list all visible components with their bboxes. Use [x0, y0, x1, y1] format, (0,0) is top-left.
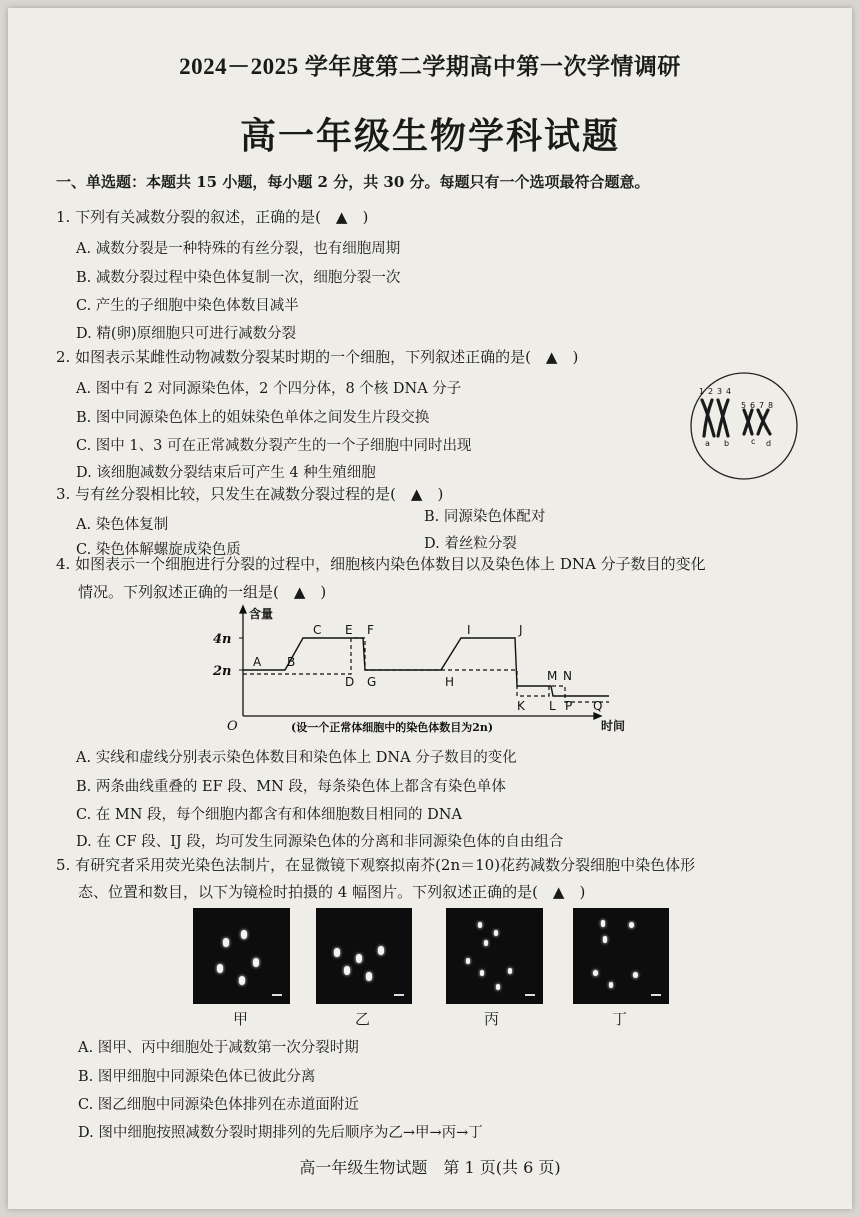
question-1-option-d: D. 精(卵)原细胞只可进行减数分裂	[76, 326, 297, 342]
micrograph-bing	[446, 908, 543, 1004]
question-5-stem-line2: 态、位置和数目，以下为镜检时拍摄的 4 幅图片。下列叙述正确的是( ▲ )	[78, 883, 586, 901]
question-4-option-b: B. 两条曲线重叠的 EF 段、MN 段，每条染色体上都含有染色单体	[76, 779, 506, 795]
point-A: A	[253, 655, 262, 669]
question-5-option-d: D. 图中细胞按照减数分裂时期排列的先后顺序为乙→甲→丙→丁	[78, 1125, 483, 1141]
y-axis-label: 含量	[249, 607, 274, 621]
question-5-option-c: C. 图乙细胞中同源染色体排列在赤道面附近	[78, 1097, 359, 1113]
photo-label-yi: 乙	[355, 1010, 371, 1028]
label-d: d	[766, 439, 772, 448]
question-2-option-d: D. 该细胞减数分裂结束后可产生 4 种生殖细胞	[76, 465, 376, 481]
point-F: F	[367, 623, 374, 637]
micrograph-yi	[316, 908, 412, 1004]
question-5-stem-line1: 5. 有研究者采用荧光染色法制片，在显微镜下观察拟南芥(2n＝10)花药减数分裂细胞中染色体形	[56, 856, 696, 874]
question-2-option-b: B. 图中同源染色体上的姐妹染色单体之间发生片段交换	[76, 410, 430, 426]
point-E: E	[345, 623, 353, 637]
question-4-option-d: D. 在 CF 段、IJ 段，均可发生同源染色体的分离和非同源染色体的自由组合	[76, 834, 564, 850]
chromosome-dna-chart	[213, 604, 633, 734]
label-3: 3	[717, 387, 723, 396]
label-6: 6	[750, 401, 756, 410]
point-P: P	[565, 699, 573, 713]
chart-note: (设一个正常体细胞中的染色体数目为2n)	[291, 721, 494, 734]
y-tick-2n: 2n	[213, 664, 232, 679]
question-2-option-c: C. 图中 1、3 可在正常减数分裂产生的一个子细胞中同时出现	[76, 438, 472, 454]
point-I: I	[467, 623, 471, 637]
point-L: L	[549, 699, 556, 713]
subject-title: 高一年级生物学科试题	[239, 115, 620, 157]
question-1-option-a: A. 减数分裂是一种特殊的有丝分裂，也有细胞周期	[76, 241, 401, 257]
label-7: 7	[759, 401, 765, 410]
point-D: D	[345, 675, 355, 689]
label-b: b	[724, 439, 730, 448]
question-2-stem: 2. 如图表示某雌性动物减数分裂某时期的一个细胞，下列叙述正确的是( ▲ )	[56, 348, 579, 366]
label-2: 2	[708, 387, 714, 396]
label-1: 1	[699, 387, 705, 396]
question-4-option-a: A. 实线和虚线分别表示染色体数目和染色体上 DNA 分子数目的变化	[76, 750, 517, 766]
question-4-option-c: C. 在 MN 段，每个细胞内都含有和体细胞数目相同的 DNA	[76, 807, 462, 823]
x-axis-label: 时间	[601, 719, 626, 733]
label-4: 4	[726, 387, 732, 396]
question-1-option-c: C. 产生的子细胞中染色体数目减半	[76, 298, 299, 314]
cell-tetrad-diagram	[688, 370, 800, 482]
point-N: N	[563, 669, 572, 683]
question-5-option-a: A. 图甲、丙中细胞处于减数第一次分裂时期	[78, 1040, 359, 1056]
question-3-option-b: B. 同源染色体配对	[424, 509, 546, 525]
exam-title: 2024－2025 学年度第二学期高中第一次学情调研	[179, 54, 681, 79]
question-4-stem-line1: 4. 如图表示一个细胞进行分裂的过程中，细胞核内染色体数目以及染色体上 DNA 分子数目的变化	[56, 555, 706, 573]
question-5-option-b: B. 图甲细胞中同源染色体已彼此分离	[78, 1069, 316, 1085]
point-Q: Q	[593, 699, 603, 713]
label-c: c	[751, 437, 756, 446]
question-1-stem: 1. 下列有关减数分裂的叙述，正确的是( ▲ )	[56, 208, 369, 226]
question-3-option-d: D. 着丝粒分裂	[424, 536, 517, 552]
point-K: K	[517, 699, 525, 713]
question-3-option-a: A. 染色体复制	[76, 517, 169, 533]
label-8: 8	[768, 401, 774, 410]
label-a: a	[705, 439, 710, 448]
point-B: B	[287, 655, 296, 669]
question-1-option-b: B. 减数分裂过程中染色体复制一次，细胞分裂一次	[76, 270, 401, 286]
photo-label-bing: 丙	[484, 1010, 500, 1028]
origin-label: O	[227, 719, 238, 734]
point-J: J	[519, 623, 523, 637]
point-C: C	[313, 623, 322, 637]
point-H: H	[445, 675, 455, 689]
point-G: G	[367, 675, 377, 689]
exam-page	[8, 8, 852, 1209]
photo-label-ding: 丁	[612, 1010, 628, 1028]
page-footer: 高一年级生物试题 第 1 页(共 6 页)	[299, 1158, 561, 1177]
question-4-stem-line2: 情况。下列叙述正确的一组是( ▲ )	[78, 583, 327, 601]
micrograph-ding	[573, 908, 669, 1004]
question-3-stem: 3. 与有丝分裂相比较，只发生在减数分裂过程的是( ▲ )	[56, 485, 444, 503]
micrograph-jia	[193, 908, 290, 1004]
point-M: M	[547, 669, 558, 683]
photo-label-jia: 甲	[233, 1010, 249, 1028]
label-5: 5	[741, 401, 747, 410]
question-2-option-a: A. 图中有 2 对同源染色体，2 个四分体，8 个核 DNA 分子	[76, 381, 462, 397]
question-3-option-c: C. 染色体解螺旋成染色质	[76, 542, 241, 558]
y-tick-4n: 4n	[213, 632, 232, 647]
section-heading: 一、单选题：本题共 15 小题，每小题 2 分，共 30 分。每题只有一个选项最符合题意。	[56, 173, 650, 191]
